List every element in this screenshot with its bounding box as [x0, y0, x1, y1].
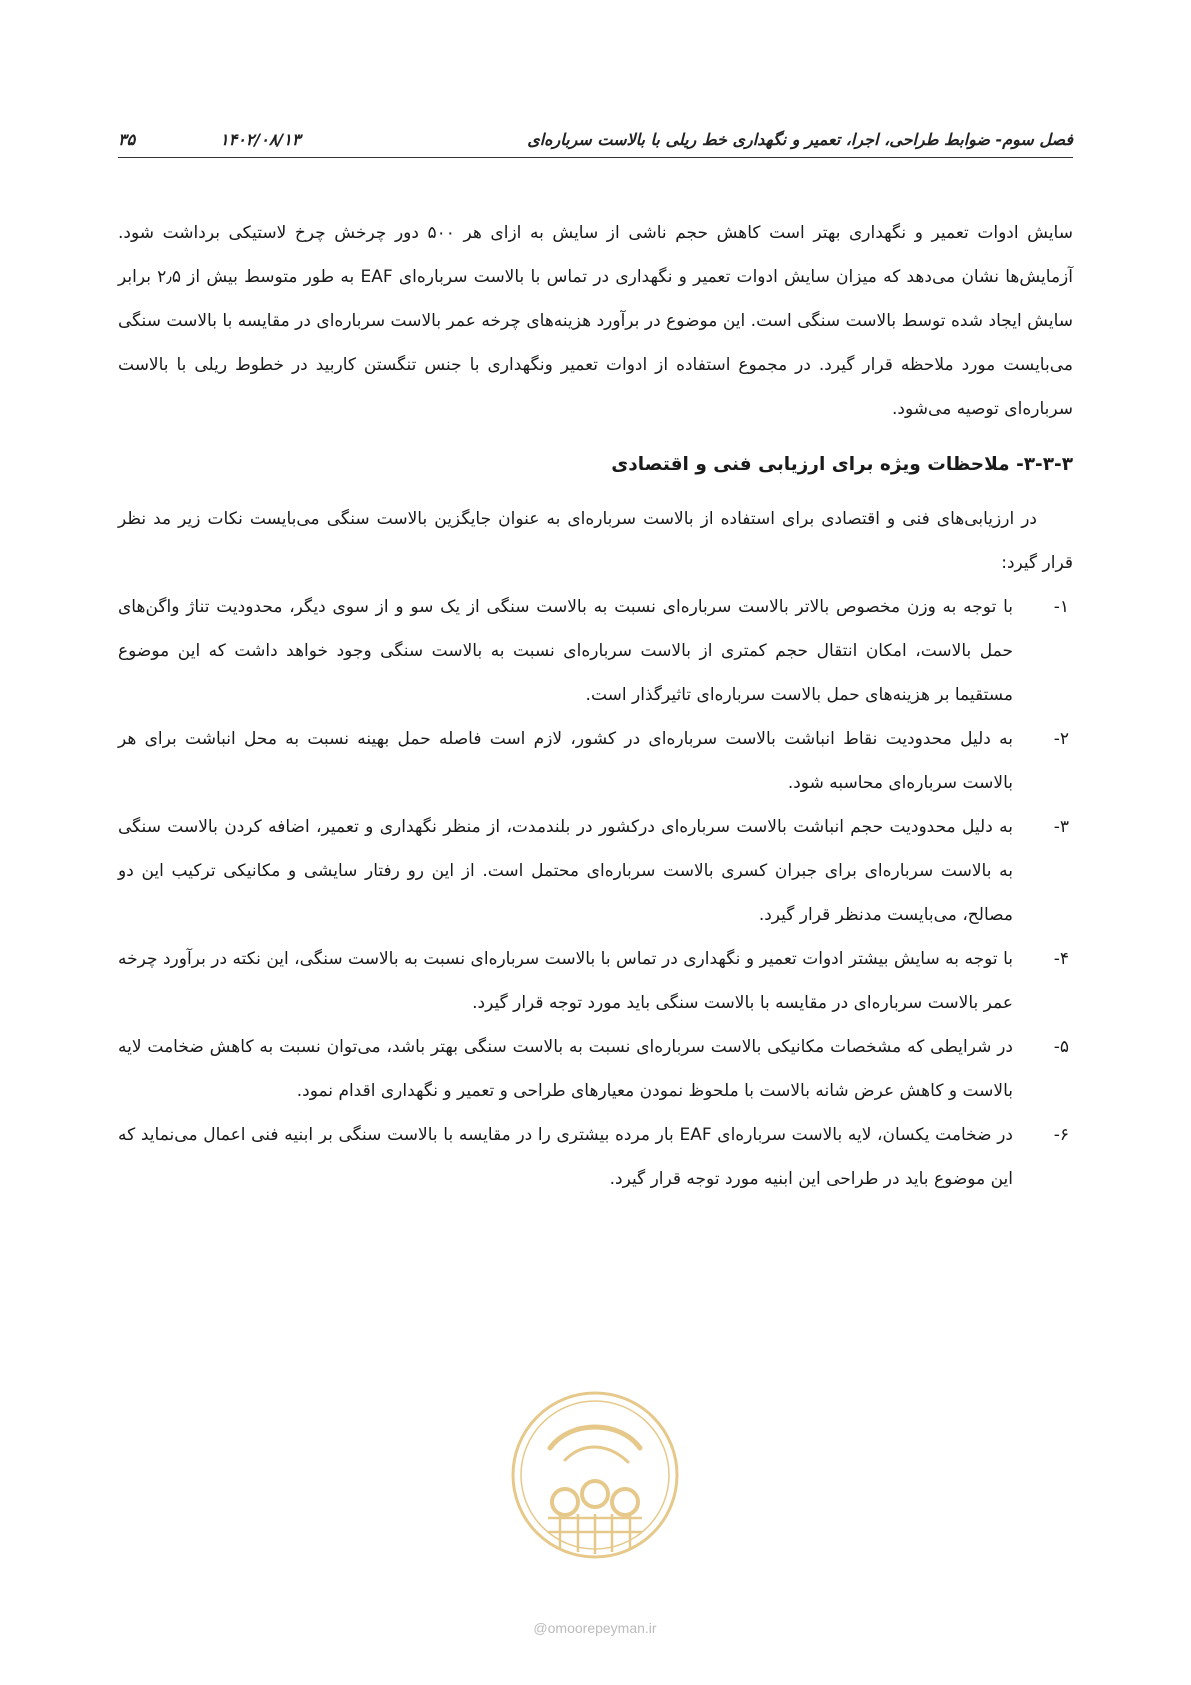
list-item: [118, 805, 1073, 937]
gear-icon: [552, 1489, 578, 1515]
header-divider: [118, 157, 1073, 158]
list-item-number: ۶-: [1053, 1125, 1069, 1145]
list-item-number: ۴-: [1053, 949, 1069, 969]
watermark-logo: [510, 1390, 680, 1560]
list-item-text: با توجه به وزن مخصوص بالاتر بالاست سرباره‌ای نسبت به بالاست سنگی از یک سو و از سوی دیگر، محدودیت تناژ واگن‌های حمل بالاست، امکان انتقال حجم کمتری از بالاست سرباره‌ای نسبت به بالاست سنگی وجود خواهد داشت که این موضوع مستقیما بر هزینه‌های حمل بالاست سرباره‌ای تاثیرگذار است.: [118, 597, 1013, 705]
list-item-text: به دلیل محدودیت حجم انباشت بالاست سرباره‌ای درکشور در بلندمدت، از منظر نگهداری و تعمیر، اضافه کردن بالاست سنگی به بالاست سرباره‌ای برای جبران کسری بالاست سرباره‌ای محتمل است. از این رو رفتار سایشی و مکانیکی ترکیب این دو مصالح، می‌بایست مدنظر قرار گیرد.: [118, 817, 1013, 925]
logo-script-stroke: [550, 1427, 640, 1448]
page-body: [118, 211, 1073, 1201]
list-item-text: در ضخامت یکسان، لایه بالاست سرباره‌ای EAF بار مرده بیشتری را در مقایسه با بالاست سنگی بر ابنیه فنی اعمال می‌نماید که این موضوع باید در طراحی این ابنیه مورد توجه قرار گیرد.: [118, 1125, 1013, 1189]
considerations-list: [118, 585, 1073, 1201]
list-item-text: با توجه به سایش بیشتر ادوات تعمیر و نگهداری در تماس با بالاست سرباره‌ای نسبت به بالاست سنگی، این نکته در برآورد چرخه عمر بالاست سرباره‌ای در مقایسه با بالاست سنگی باید مورد توجه قرار گیرد.: [118, 949, 1013, 1013]
list-item-number: ۲-: [1053, 729, 1069, 749]
list-item: [118, 585, 1073, 717]
page-number: ۳۵: [118, 130, 136, 149]
page-header: [118, 130, 1073, 156]
list-item-text: به دلیل محدودیت نقاط انباشت بالاست سرباره‌ای در کشور، لازم است فاصله حمل بهینه نسبت به محل انباشت برای هر بالاست سرباره‌ای محاسبه شود.: [118, 729, 1013, 793]
section-paragraph: در ارزیابی‌های فنی و اقتصادی برای استفاده از بالاست سرباره‌ای به عنوان جایگزین بالاست سنگی می‌بایست نکات زیر مد نظر قرار گیرد:: [118, 509, 1073, 573]
list-item: [118, 1113, 1073, 1201]
chapter-title: فصل سوم- ضوابط طراحی، اجرا، تعمیر و نگهداری خط ریلی با بالاست سرباره‌ای: [527, 130, 1073, 149]
list-item-number: ۱-: [1053, 597, 1069, 617]
list-item-number: ۳-: [1053, 817, 1069, 837]
document-date: ۱۴۰۲/۰۸/۱۳: [220, 130, 301, 149]
intro-paragraph: سایش ادوات تعمیر و نگهداری بهتر است کاهش حجم ناشی از سایش به ازای هر ۵۰۰ دور چرخش چرخ لاستیکی برداشت شود. آزمایش‌ها نشان می‌دهد که میزان سایش ادوات تعمیر و نگهداری در تماس با بالاست سرباره‌ای EAF به طور متوسط بیش از ۲٫۵ برابر سایش ایجاد شده توسط بالاست سنگی است. این موضوع در برآورد هزینه‌های چرخه عمر بالاست سرباره‌ای در مقایسه با بالاست سنگی می‌بایست مورد ملاحظه قرار گیرد. در مجموع استفاده از ادوات تعمیر ونگهداری با جنس تنگستن کاربید در خطوط ریلی با بالاست سرباره‌ای توصیه می‌شود.: [118, 223, 1073, 419]
list-item: [118, 717, 1073, 805]
gear-icon: [612, 1489, 638, 1515]
logo-script-stroke: [565, 1447, 628, 1462]
list-item-number: ۵-: [1053, 1037, 1069, 1057]
list-item-text: در شرایطی که مشخصات مکانیکی بالاست سرباره‌ای نسبت به بالاست سنگی بهتر باشد، می‌توان نسبت به کاهش ضخامت لایه بالاست و کاهش عرض شانه بالاست با ملحوظ نمودن معیارهای طراحی و تعمیر و نگهداری اقدام نمود.: [118, 1037, 1013, 1101]
watermark-caption: @omoorepeyman.ir: [533, 1620, 657, 1636]
list-item: [118, 937, 1073, 1025]
section-heading: ۳-۳-۳- ملاحظات ویژه برای ارزیابی فنی و اقتصادی: [611, 454, 1073, 475]
gear-icon: [582, 1481, 608, 1507]
list-item: [118, 1025, 1073, 1113]
logo-grid: [548, 1514, 642, 1554]
